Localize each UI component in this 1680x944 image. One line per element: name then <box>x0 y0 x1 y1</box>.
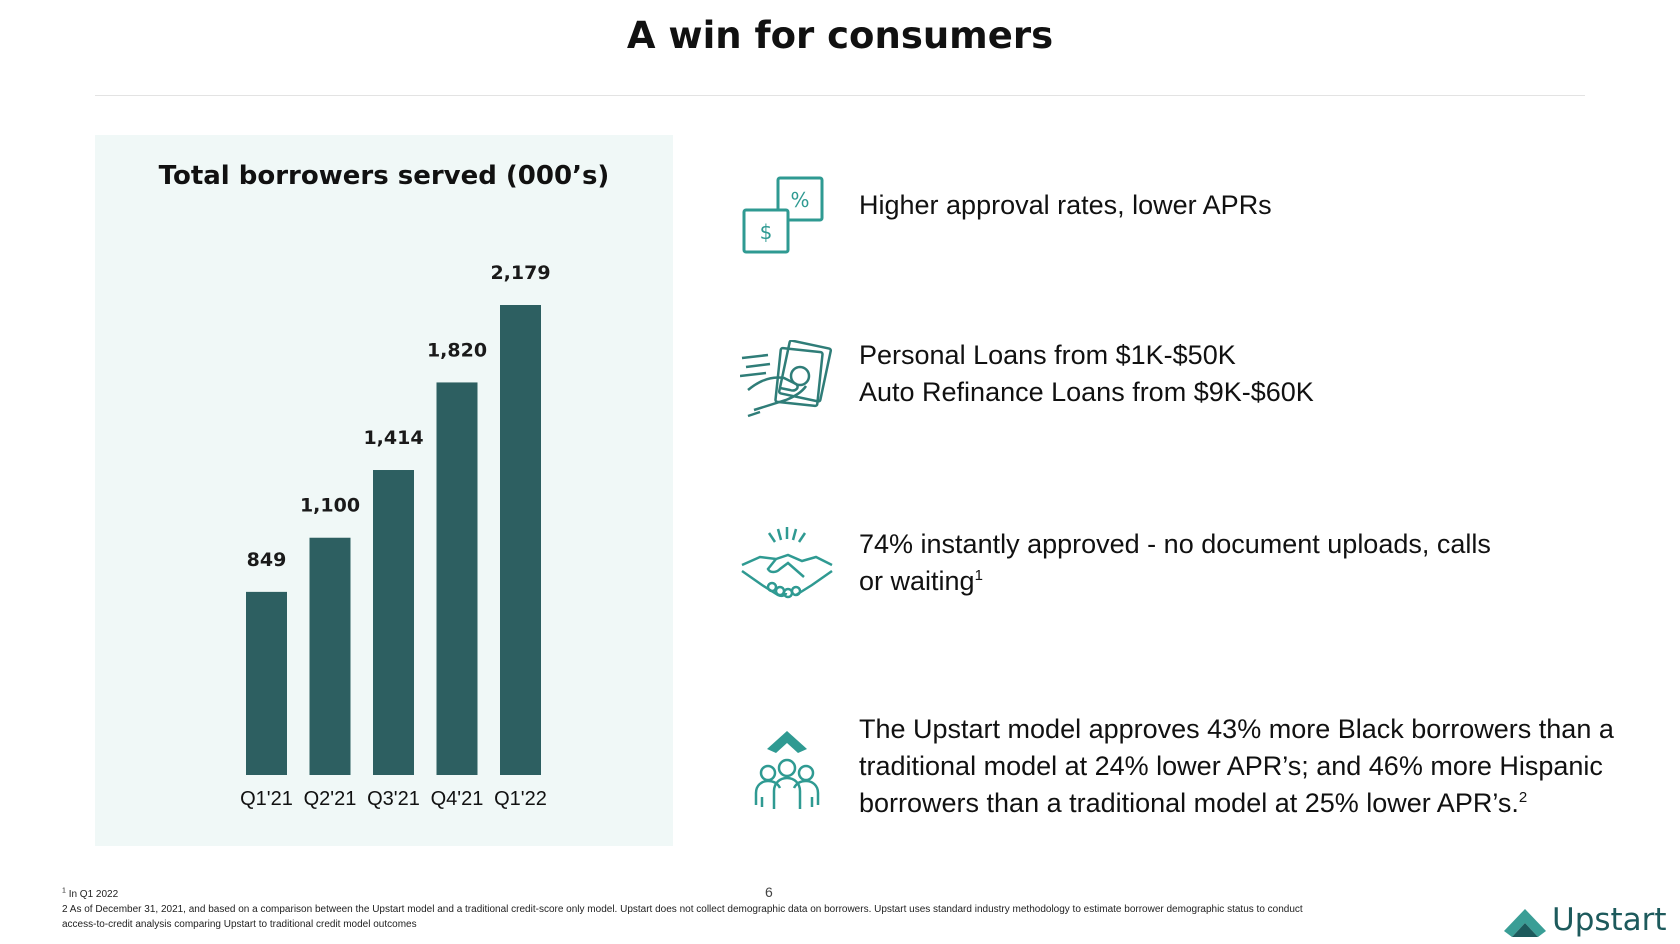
handshake-icon <box>740 525 834 619</box>
footnote-2: 2 As of December 31, 2021, and based on a comparison between the Upstart model and a traditional credit-score only model. Upstart does not collect demographic data on borrowers. Upstart uses standard industry methodology to estimate borrower demographic status to conduct <box>62 904 1303 915</box>
upstart-brand <box>1502 901 1672 941</box>
borrowers-bar-chart <box>95 135 673 846</box>
page-number: 6 <box>765 884 773 900</box>
feature-text-instant <box>859 526 1491 600</box>
bar-value-label: 849 <box>246 548 287 571</box>
slide-title: A win for consumers <box>626 14 1054 57</box>
bar-Q2'21 <box>310 538 351 775</box>
feature-text-fair-lending <box>859 711 1659 822</box>
feature-line-with-footnote <box>859 563 1491 600</box>
feature-line: borrowers than a traditional model at 25% lower APR’s. <box>859 788 1519 818</box>
bar-value-label: 1,100 <box>299 494 361 517</box>
bar-value-label: 1,820 <box>426 339 488 362</box>
category-tick-label: Q1'21 <box>240 788 293 810</box>
cash-hand-icon <box>740 340 834 434</box>
category-tick-label: Q3'21 <box>367 788 420 810</box>
people-group-icon <box>740 723 834 817</box>
feature-text-approval <box>859 187 1272 224</box>
svg-text:%: % <box>790 188 810 212</box>
bar-Q1'21 <box>246 592 287 775</box>
feature-line: traditional model at 24% lower APR’s; and 46% more Hispanic <box>859 751 1603 781</box>
footnote-2-cont: access-to-credit analysis comparing Upstart to traditional credit model outcomes <box>62 919 417 930</box>
feature-line: Higher approval rates, lower APRs <box>859 190 1272 220</box>
bar-value-label: 1,414 <box>363 427 424 450</box>
borrowers-chart-panel <box>95 135 673 846</box>
svg-text:$: $ <box>759 220 773 244</box>
feature-line: Auto Refinance Loans from $9K-$60K <box>859 377 1314 407</box>
chart-title: Total borrowers served (000’s) <box>158 161 610 191</box>
category-tick-label: Q2'21 <box>303 788 357 810</box>
feature-text-loans <box>859 337 1314 411</box>
footnote-marker: 1 <box>62 887 66 895</box>
feature-line-with-footnote <box>859 785 1659 822</box>
upstart-logo-icon <box>1502 905 1548 939</box>
bar-value-label: 2,179 <box>490 262 551 284</box>
feature-line: Personal Loans from $1K-$50K <box>859 340 1236 370</box>
footnote-ref: 2 <box>1518 789 1528 806</box>
category-tick-label: Q1'22 <box>494 788 547 810</box>
dollar-percent-icon <box>740 174 834 268</box>
footnotes <box>62 887 1462 932</box>
brand-name: Upstart <box>1552 902 1667 938</box>
category-tick-label: Q4'21 <box>430 788 484 810</box>
bar-Q4'21 <box>437 382 478 775</box>
bar-Q3'21 <box>373 470 414 775</box>
footnote-1 <box>62 887 1462 902</box>
feature-line: 74% instantly approved - no document uploads, calls <box>859 529 1491 559</box>
footnote-ref: 1 <box>974 567 983 584</box>
title-divider <box>95 95 1585 96</box>
feature-line: The Upstart model approves 43% more Black borrowers than a <box>859 714 1614 744</box>
footnote-text: In Q1 2022 <box>68 889 119 900</box>
feature-line: or waiting <box>859 566 975 596</box>
bar-Q1'22 <box>500 305 541 775</box>
